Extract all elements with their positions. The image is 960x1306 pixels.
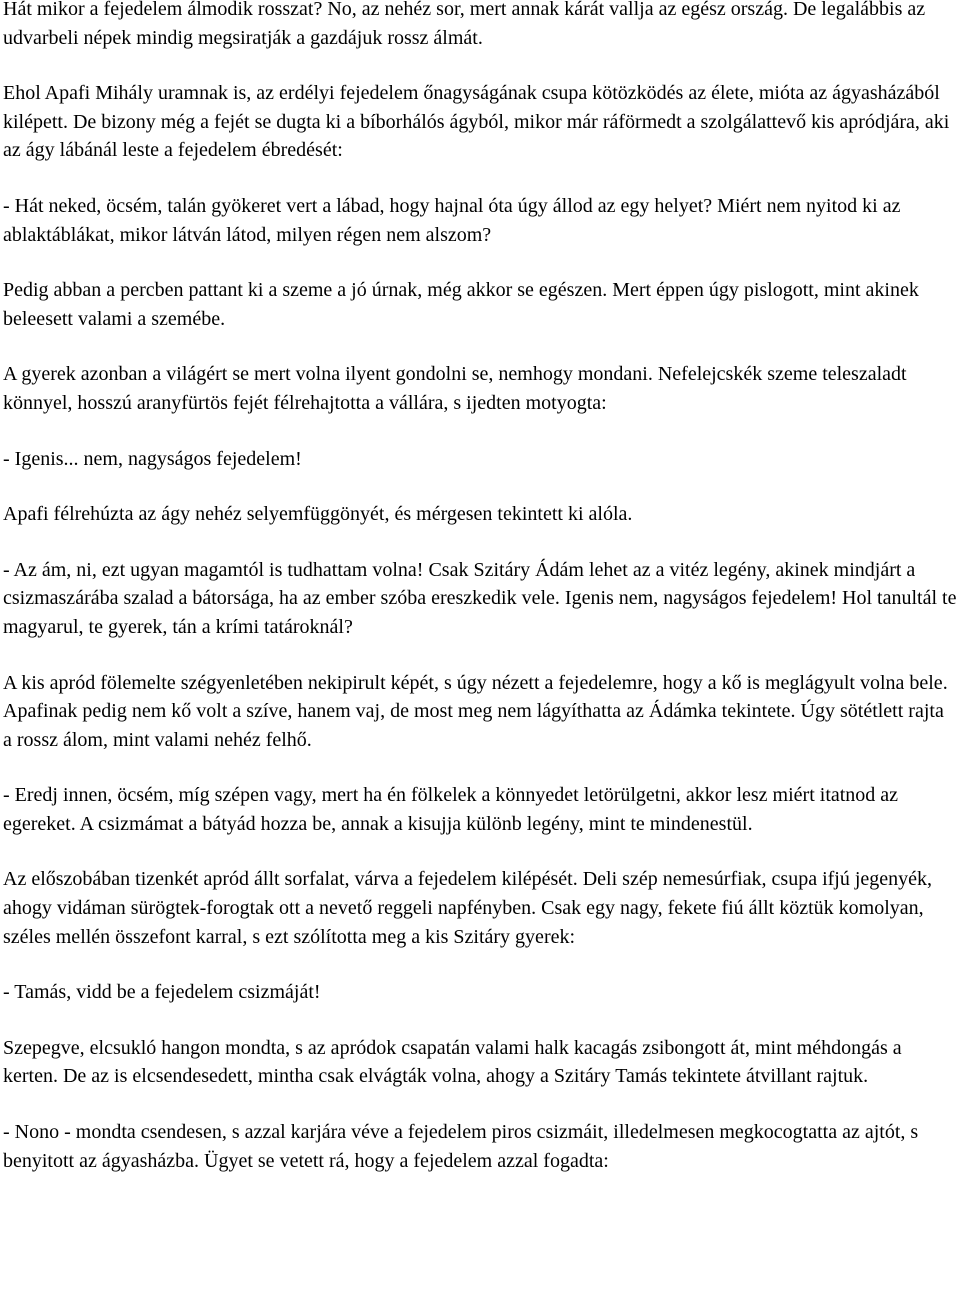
paragraph-5: A gyerek azonban a világért se mert volna ilyent gondolni se, nemhogy mondani. Nefelejcskék szeme teleszaladt könnyel, hosszú aranyfürtös fejét félrehajtotta a vállára, s ijedten motyogta: xyxy=(3,363,907,414)
paragraph-9: A kis apród fölemelte szégyenletében nekipirult képét, s úgy nézett a fejedelemre, hogy a kő is meglágyult volna bele. Apafinak pedig nem kő volt a szíve, hanem vaj, de most meg nem lágyíthatta az Ádámka tekintete. Úgy sötétlett rajta a rossz álom, mint valami nehéz felhő. xyxy=(3,671,948,751)
document-page xyxy=(3,0,957,1202)
paragraph-2: Ehol Apafi Mihály uramnak is, az erdélyi fejedelem őnagyságának csupa kötözködés az élete, mióta az ágyasházából kilépett. De bizony még a fejét se dugta ki a bíborhálós ágyból, mikor már ráförmedt a szolgálattevő kis apródjára, aki az ágy lábánál leste a fejedelem ébredését: xyxy=(3,82,950,162)
paragraph-7: Apafi félrehúzta az ágy nehéz selyemfüggönyét, és mérgesen tekintett ki alóla. xyxy=(3,503,633,526)
paragraph-3: - Hát neked, öcsém, talán gyökeret vert a lábad, hogy hajnal óta úgy állod az egy helyet? Miért nem nyitod ki az ablaktáblákat, mikor látván látod, milyen régen nem alszom? xyxy=(3,194,901,246)
paragraph-11: Az előszobában tizenkét apród állt sorfalat, várva a fejedelem kilépését. Deli szép nemesúrfiak, csupa ifjú jegenyék, ahogy vidáman sürögtek-forogtak ott a nevető reggeli napfényben. Csak egy nagy, fekete fiú állt köztük komolyan, széles mellén összefont karral, s ezt szólította meg a kis Szitáry gyerek: xyxy=(3,868,933,948)
paragraph-14: - Nono - mondta csendesen, s azzal karjára véve a fejedelem piros csizmáit, illedelmesen megkocogtatta az ajtót, s benyitott az ágyasházba. Ügyet se vetett rá, hogy a fejedelem azzal fogadta: xyxy=(3,1121,919,1172)
paragraph-6: - Igenis... nem, nagyságos fejedelem! xyxy=(3,447,302,470)
paragraph-8: - Az ám, ni, ezt ugyan magamtól is tudhattam volna! Csak Szitáry Ádám lehet az a vitéz legény, akinek mindjárt a csizmaszárába szalad a bátorsága, ha az ember szóba ereszkedik vele. Igenis nem, nagyságos fejedelem! Hol tanultál te magyarul, te gyerek, tán a krími tatároknál? xyxy=(3,558,957,638)
paragraph-12: - Tamás, vidd be a fejedelem csizmáját! xyxy=(3,981,321,1004)
paragraph-1: Hát mikor a fejedelem álmodik rosszat? No, az nehéz sor, mert annak kárát vallja az egész ország. De legalábbis az udvarbeli népek mindig megsiratják a gazdájuk rossz álmát. xyxy=(3,0,926,49)
paragraph-10: - Eredj innen, öcsém, míg szépen vagy, mert ha én fölkelek a könnyedet letörülgetni, akkor lesz miért itatnod az egereket. A csizmámat a bátyád hozza be, annak a kisujja különb legény, mint te mindenestül. xyxy=(3,784,899,835)
paragraph-4: Pedig abban a percben pattant ki a szeme a jó úrnak, még akkor se egészen. Mert éppen úgy pislogott, mint akinek beleesett valami a szemébe. xyxy=(3,279,919,330)
paragraph-13: Szepegve, elcsukló hangon mondta, s az apródok csapatán valami halk kacagás zsibongott át, mint méhdongás a kerten. De az is elcsendesedett, mintha csak elvágták volna, ahogy a Szitáry Tamás tekintete átvillant rajtuk. xyxy=(3,1036,902,1088)
